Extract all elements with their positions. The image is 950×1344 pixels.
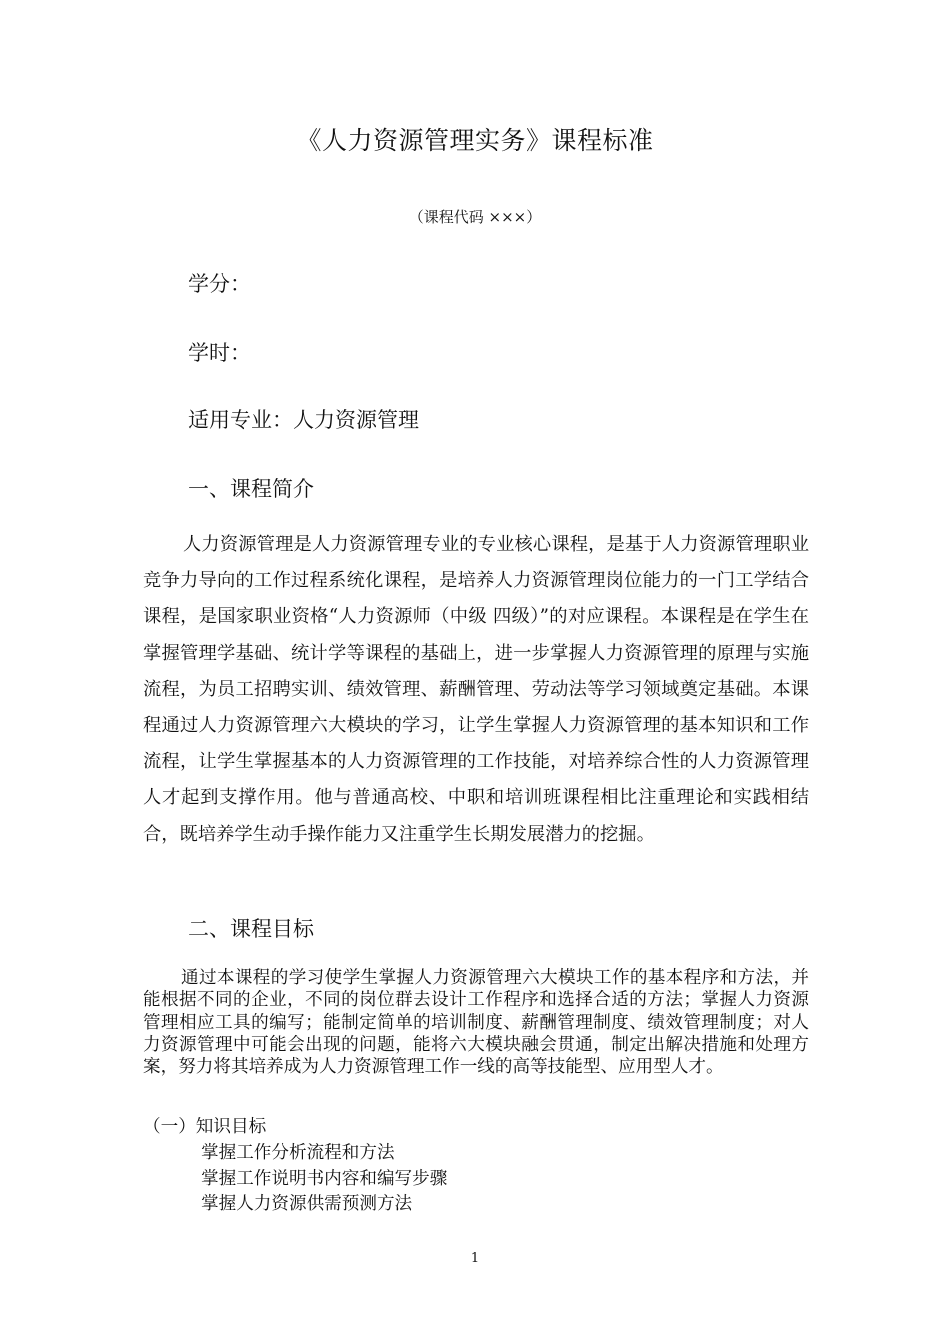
list-item: 掌握工作分析流程和方法 xyxy=(201,1143,395,1163)
intro-paragraph: 人力资源管理是人力资源管理专业的专业核心课程，是基于人力资源管理职业竞争力导向的工作过程系统化课程，是培养人力资源管理岗位能力的一门工学结合课程，是国家职业资格“人力资源师（中级 四级）”的对应课程。本课程是在学生在掌握管理学基础、统计学等课程的基础上，进一步掌握人力资源管理的原理与实施流程，为员工招聘实训、绩效管理、薪酬管理、劳动法等学习领域奠定基础。本课程通过人力资源管理六大模块的学习，让学生掌握人力资源管理的基本知识和工作流程，让学生掌握基本的人力资源管理的工作技能，对培养综合性的人力资源管理人才起到支撑作用。他与普通高校、中职和培训班课程相比注重理论和实践相结合，既培养学生动手操作能力又注重学生长期发展潜力的挖掘。 xyxy=(143,534,809,845)
knowledge-goals-list xyxy=(201,1141,447,1218)
section-heading-intro: 一、课程简介 xyxy=(188,477,314,501)
credits-line: 学分： xyxy=(188,272,251,296)
goals-paragraph: 通过本课程的学习使学生掌握人力资源管理六大模块工作的基本程序和方法，并能根据不同的企业，不同的岗位群去设计工作程序和选择合适的方法；掌握人力资源管理相应工具的编写；能制定简单的培训制度、薪酬管理制度、绩效管理制度；对人力资源管理中可能会出现的问题，能将六大模块融会贯通，制定出解决措施和处理方案，努力将其培养成为人力资源管理工作一线的高等技能型、应用型人才。 xyxy=(143,968,809,1078)
major-line: 适用专业：人力资源管理 xyxy=(188,408,419,432)
document-title: 《人力资源管理实务》课程标准 xyxy=(296,126,654,155)
list-item: 掌握人力资源供需预测方法 xyxy=(201,1194,413,1214)
section-heading-goals: 二、课程目标 xyxy=(188,917,314,941)
hours-line: 学时： xyxy=(188,341,251,365)
list-item: 掌握工作说明书内容和编写步骤 xyxy=(201,1168,448,1189)
page-number: 1 xyxy=(470,1251,480,1266)
course-code: （课程代码 ×××） xyxy=(408,208,542,226)
knowledge-goals-heading: （一）知识目标 xyxy=(143,1117,267,1137)
